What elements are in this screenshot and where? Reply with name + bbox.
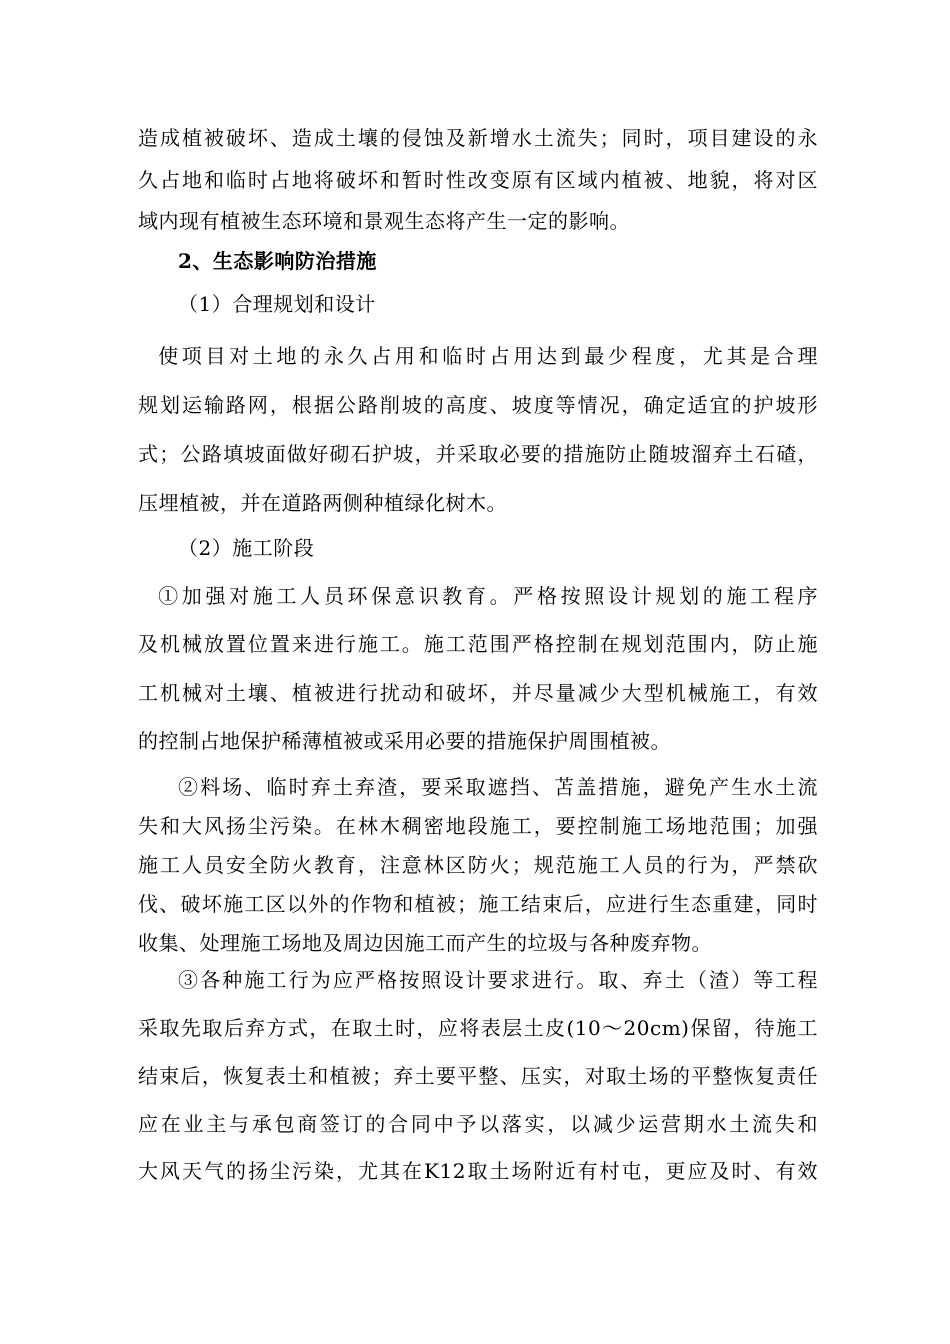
body-line: 久占地和临时占地将破坏和暂时性改变原有区域内植被、地貌，将对区 xyxy=(138,168,818,192)
body-line: 的控制占地保护稀薄植被或采用必要的措施保护周围植被。 xyxy=(138,729,671,753)
subsection-heading: （1）合理规划和设计 xyxy=(178,292,376,316)
body-line: 结束后，恢复表土和植被；弃土要平整、压实，对取土场的平整恢复责任 xyxy=(138,1064,818,1088)
body-line: 域内现有植被生态环境和景观生态将产生一定的影响。 xyxy=(138,209,630,233)
section-heading: 2、生态影响防治措施 xyxy=(178,249,377,273)
body-line: 伐、破坏施工区以外的作物和植被；施工结束后，应进行生态重建，同时 xyxy=(138,892,818,916)
body-line: 施工人员安全防火教育，注意林区防火；规范施工人员的行为，严禁砍 xyxy=(138,853,818,877)
subsection-heading: （2）施工阶段 xyxy=(178,536,315,560)
body-line: 采取先取后弃方式，在取土时，应将表层土皮(10～20cm)保留，待施工 xyxy=(138,1016,818,1040)
body-line: 式；公路填坡面做好砌石护坡，并采取必要的措施防止随坡溜弃土石碴， xyxy=(138,442,818,466)
body-line: 压埋植被，并在道路两侧种植绿化树木。 xyxy=(138,491,507,515)
body-line: 应在业主与承包商签订的合同中予以落实，以减少运营期水土流失和 xyxy=(138,1112,818,1136)
body-line: 及机械放置位置来进行施工。施工范围严格控制在规划范围内，防止施 xyxy=(138,632,818,656)
body-line: 工机械对土壤、植被进行扰动和破坏，并尽量减少大型机械施工，有效 xyxy=(138,681,818,705)
body-line: 使项目对土地的永久占用和临时占用达到最少程度，尤其是合理 xyxy=(138,344,818,368)
body-line: 造成植被破坏、造成土壤的侵蚀及新增水土流失；同时，项目建设的永 xyxy=(138,126,818,150)
body-line: 收集、处理施工场地及周边因施工而产生的垃圾与各种废弃物。 xyxy=(138,931,712,955)
body-line: 规划运输路网，根据公路削坡的高度、坡度等情况，确定适宜的护坡形 xyxy=(138,393,818,417)
body-line: ①加强对施工人员环保意识教育。严格按照设计规划的施工程序 xyxy=(138,584,818,608)
body-line: 失和大风扬尘污染。在林木稠密地段施工，要控制施工场地范围；加强 xyxy=(138,814,818,838)
body-line: ③各种施工行为应严格按照设计要求进行。取、弃土（渣）等工程 xyxy=(178,968,818,992)
body-line: ②料场、临时弃土弃渣，要采取遮挡、苫盖措施，避免产生水土流 xyxy=(178,775,818,799)
body-line: 大风天气的扬尘污染，尤其在K12取土场附近有村屯，更应及时、有效 xyxy=(138,1159,818,1183)
